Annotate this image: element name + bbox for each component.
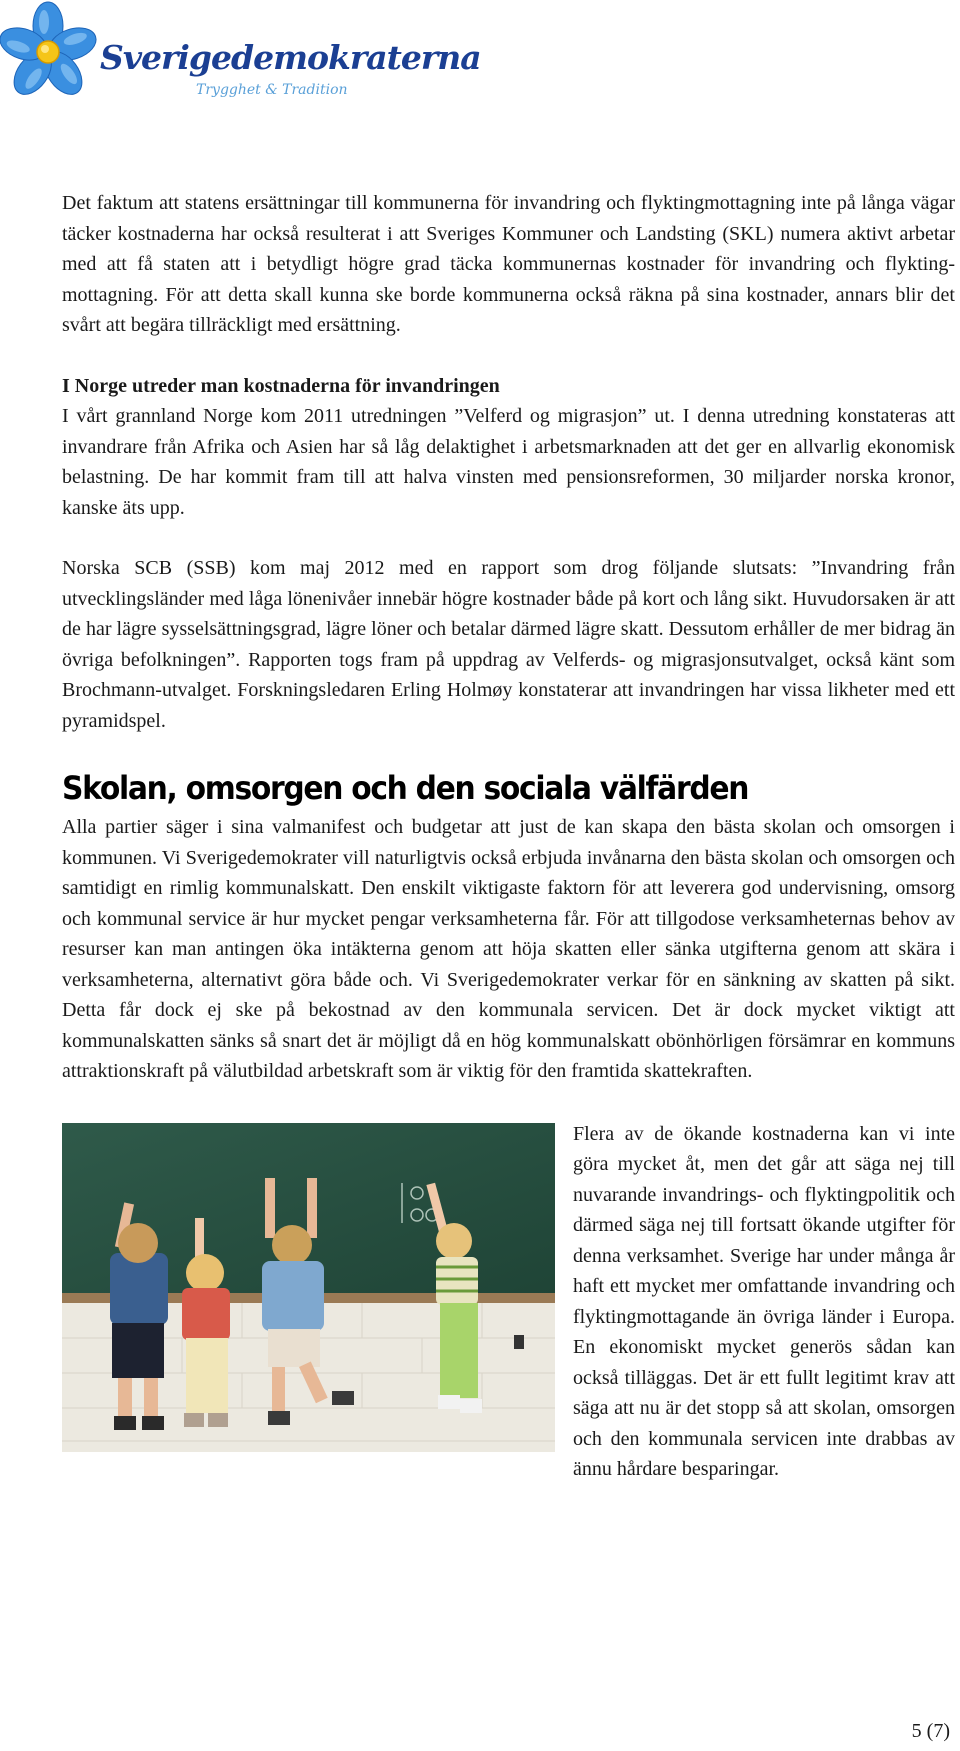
flower-logo-icon [0, 0, 110, 110]
logo [0, 0, 481, 120]
paragraph-skolan: Alla partier säger i sina valmanifest och budgetar att just de kan skapa den bästa skolan och omsorgen i kommunen. Vi Sverigedemokrater vill naturligtvis också erbjuda invånarna den bästa skolan och omsorgen och samtidigt en rimlig kommunalskatt. Den enskilt viktigaste faktorn för att leverera god undervisning, omsorg och kommunal service är hur mycket pengar verksamheterna får. För att tillgodose verksamheternas behov av resurser kan man antingen öka intäkterna genom att höja skatten eller sänka utgifterna genom att skära i verksamheterna, alternativt göra både och. Vi Sverigedemokrater verkar för en sänkning av skatten på sikt. Detta får dock ej ske på bekostnad av den kommunala servicen. Det är dock mycket viktigt att kommunalskatten sänks så snart det är möjligt då en hög kommunalskatt obönhörligen försämrar en kommuns attraktionskraft på välutbildad arbetskraft som är viktig för den framtida skattekraften. [62, 816, 955, 1082]
logo-tagline: Trygghet & Tradition [196, 82, 348, 98]
logo-name: Sverigedemokraterna [100, 38, 481, 77]
page-number: 5 (7) [911, 1720, 950, 1742]
children-chalkboard-photo [62, 1123, 555, 1452]
section-heading-skolan: Skolan, omsorgen och den sociala välfärden [62, 769, 749, 807]
paragraph-ssb: Norska SCB (SSB) kom maj 2012 med en rapport som drog följande slutsats: ”Invandring från utvecklingsländer med låga lönenivåer innebär högre kostnader både på kort och lång sikt. Huvudorsaken är att de har lägre sysselsättningsgrad, lägre löner och betalar därmed lägre skatt. Dessutom erhåller de mer bidrag än övriga befolkningen”. Rapporten togs fram på uppdrag av Velferds- og migrasjonsutvalget, också känt som Brochmann-utvalget. Forskningsledaren Erling Holmøy konstaterar att invandringen har vissa likheter med ett pyramidspel. [62, 557, 955, 732]
paragraph-norge: I vårt grannland Norge kom 2011 utredningen ”Velferd og migrasjon” ut. I denna utredning konstateras att invandrare från Afrika och Asien har så låg delaktighet i arbetsmarknaden att det ger en allvarlig ekonomisk belastning. De har kommit fram till att halva vinsten med pensionsreformen, 30 miljarder norska kronor, kanske äts upp. [62, 405, 955, 519]
heading-norge: I Norge utreder man kostnaderna för invandringen [62, 374, 500, 397]
paragraph-kostnader: Det faktum att statens ersättningar till kommunerna för invandring och flyktingmottagning inte på långa vägar täcker kostnaderna har också resulterat i att Sveriges Kommuner och Landsting (SKL) numera aktivt arbetar med att få staten att i betydligt högre grad täcka kommunernas kostnader för invandring och flyktingmottagning. För att detta skall kunna ske borde kommunerna också räkna på sina kostnader, annars blir det svårt att begära tillräckligt med ersättning. [62, 192, 955, 336]
paragraph-slutsats: Flera av de ökande kostnaderna kan vi inte göra mycket åt, men det går att säga nej till nuvarande invandrings- och flyktingpolitik och därmed säga nej till fortsatt ökande utgifter för denna verksamhet. Sverige har under många år haft ett mycket mer omfattande invandring och flyktingmottagande än övriga länder i Europa. En ekonomiskt mycket generös sådan kan också tilläggas. Det är ett fullt legitimt krav att säga att nu är det stopp så att skolan, omsorgen och den kommunala servicen inte drabbas av ännu hårdare besparingar. [573, 1122, 955, 1480]
document-body [62, 188, 955, 1485]
photo-text-block [62, 1119, 955, 1485]
